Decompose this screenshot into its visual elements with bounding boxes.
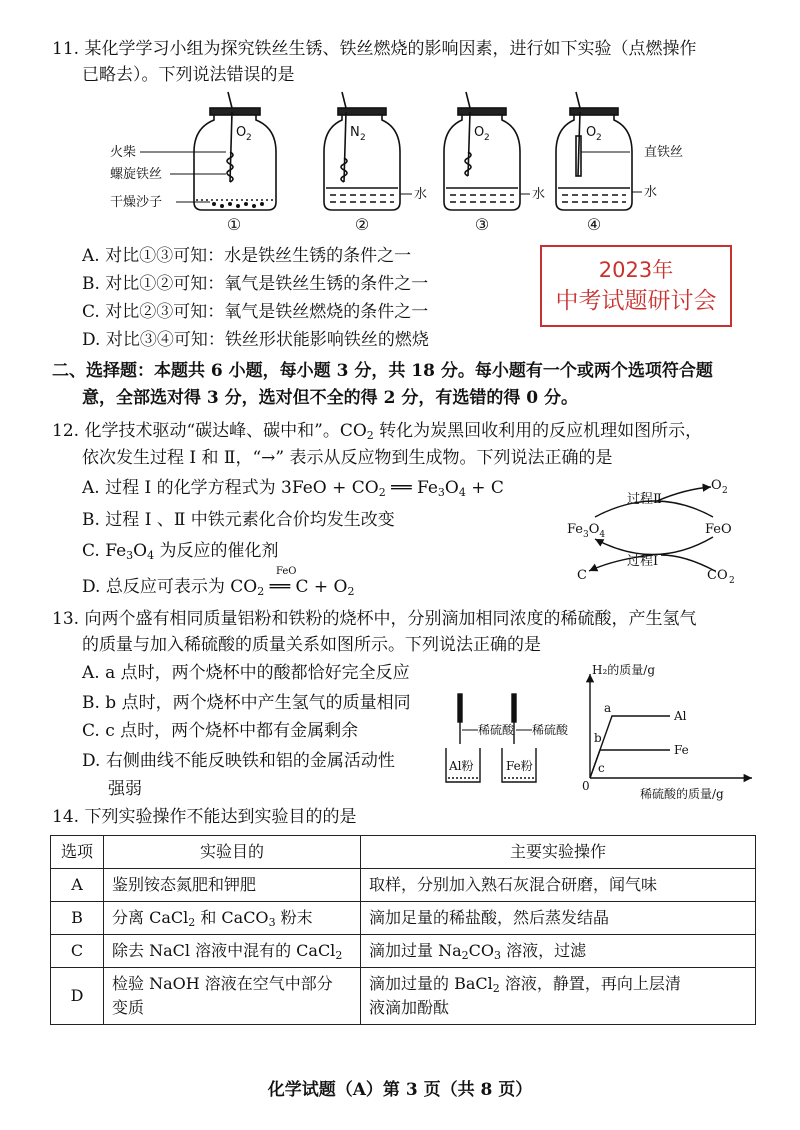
header-option: 选项 [51, 836, 104, 869]
q13-h2-chart [578, 660, 758, 800]
row-d-operation: 滴加过量的 BaCl$_2$ 溶液，静置，再向上层清 液滴加酚酞 [361, 968, 756, 1025]
point-c-label: c [598, 761, 605, 775]
label-water-2: 水 [414, 187, 428, 202]
q12-opt-c-1: C. Fe [82, 541, 127, 561]
q12-cycle-diagram [565, 475, 755, 587]
q13-option-b: B. b 点时，两个烧杯中产生氢气的质量相同 [82, 693, 411, 713]
gas-label-4: O [586, 125, 597, 140]
label-water-4: 水 [644, 185, 658, 200]
row-b-goal-1: 分离 CaCl [112, 908, 189, 927]
q13-option-c: C. c 点时，两个烧杯中都有金属剩余 [82, 721, 359, 741]
section2-line1: 二、选择题：本题共 6 小题，每小题 3 分，共 18 分。每小题有一个或两个选项符合题 [52, 361, 713, 381]
q12-opt-a-4: + C [465, 478, 504, 498]
point-a-label: a [604, 701, 612, 715]
label-straight-wire: 直铁丝 [644, 145, 684, 160]
row-a-option: A [51, 869, 104, 902]
q12-opt-d-1: D. 总反应可表示为 CO [82, 577, 258, 597]
row-b-goal-2: 和 CaCO [195, 908, 269, 927]
row-b-option: B [51, 902, 104, 935]
row-d-op-2: 溶液，静置，再向上层清 [499, 974, 681, 993]
q13-option-d: D. 右侧曲线不能反映铁和铝的金属活动性 [82, 751, 395, 771]
row-b-goal-3: 粉末 [275, 908, 313, 927]
q13-line2: 的质量与加入稀硫酸的质量关系如图所示。下列说法正确的是 [82, 635, 541, 655]
row-a-operation: 取样，分别加入熟石灰混合研磨，闻气味 [361, 869, 756, 902]
q12-option-c: C. $Fe_3O_4$ 为反应的催化剂 [82, 541, 279, 562]
q12-opt-a-2: ══ Fe [385, 478, 438, 498]
q12-line1: 12. 化学技术驱动“碳达峰、碳中和”。$CO_2$ 转化为炭黑回收利用的反应机理如图所示， [52, 421, 703, 442]
row-b-goal: 分离 CaCl$_2$ 和 CaCO$_3$ 粉末 [104, 902, 361, 935]
q11-line2: 已略去）。下列说法错误的是 [82, 65, 295, 85]
q13-option-d-cont: 强弱 [108, 779, 142, 799]
al-powder-label: Al粉 [449, 759, 474, 773]
chart-origin: 0 [582, 779, 590, 793]
row-c-option: C [51, 935, 104, 968]
q13-beakers-figure [440, 690, 570, 790]
row-b-operation: 滴加足量的稀盐酸，然后蒸发结晶 [361, 902, 756, 935]
jar-number-1: ① [226, 215, 242, 234]
q12-opt-d-2: ══ C + O [264, 577, 348, 597]
row-c-goal: 除去 NaCl 溶液中混有的 CaCl$_2$ [104, 935, 361, 968]
q12-opt-c-3: 为反应的催化剂 [154, 541, 279, 561]
header-operation: 主要实验操作 [361, 836, 756, 869]
process2-label: 过程Ⅱ [627, 492, 662, 507]
stamp-line2: 中考试题研讨会 [555, 288, 717, 314]
co2-label: CO [707, 568, 728, 583]
chart-ylabel: H₂的质量/g [592, 663, 656, 677]
watermark-stamp [540, 245, 732, 327]
label-match: 火柴 [110, 145, 137, 160]
svg-text:2: 2 [596, 133, 602, 143]
row-d-option: D [51, 968, 104, 1025]
table-row [51, 869, 756, 902]
table-row [51, 968, 756, 1025]
feo-label: FeO [705, 522, 732, 537]
gas-label-2: N [350, 125, 360, 140]
q11-jars-figure [110, 92, 684, 234]
jar-number-3: ③ [474, 215, 490, 234]
jar-number-2: ② [354, 215, 370, 234]
q14-title: 14. 下列实验操作不能达到实验目的的是 [52, 807, 357, 827]
row-c-op-3: 溶液，过滤 [501, 941, 587, 960]
al-curve-label: Al [674, 709, 687, 723]
process1-label: 过程Ⅰ [627, 554, 659, 569]
jar-number-4: ④ [586, 215, 602, 234]
svg-text:2: 2 [360, 133, 366, 143]
section2-line2: 意，全部选对得 3 分，选对但不全的得 2 分，有选错的得 0 分。 [82, 388, 578, 408]
q11-option-d: D. 对比③④可知：铁丝形状能影响铁丝的燃烧 [82, 330, 429, 350]
row-d-goal [104, 968, 361, 1025]
table-row [51, 935, 756, 968]
q12-opt-a-1: A. 过程 Ⅰ 的化学方程式为 3FeO + CO [82, 478, 379, 498]
label-spiral-wire: 螺旋铁丝 [110, 167, 163, 182]
svg-text:2: 2 [722, 486, 728, 496]
q12-option-d: D. 总反应可表示为 $CO_2$ ══ $C + O_2$ [82, 577, 355, 598]
label-dry-sand: 干燥沙子 [110, 195, 163, 210]
gas-label-3: O [474, 125, 485, 140]
q12-catalyst-label: FeO [276, 566, 297, 577]
svg-text:2: 2 [246, 133, 252, 143]
q11-option-a: A. 对比①③可知：水是铁丝生锈的条件之一 [82, 246, 412, 266]
header-goal: 实验目的 [104, 836, 361, 869]
q13-option-a: A. a 点时，两个烧杯中的酸都恰好完全反应 [82, 663, 410, 683]
q11-option-c: C. 对比②③可知：氧气是铁丝燃烧的条件之一 [82, 302, 429, 322]
fe-powder-label: Fe粉 [506, 759, 533, 773]
row-c-op-1: 滴加过量 Na [369, 941, 462, 960]
q12-option-a: A. 过程 Ⅰ 的化学方程式为 $3FeO + CO_2$ ══ $Fe_3O_4 + C$ [82, 478, 504, 499]
label-water-3: 水 [532, 187, 546, 202]
q14-table [50, 835, 756, 1025]
q11-line1: 11. 某化学学习小组为探究铁丝生锈、铁丝燃烧的影响因素，进行如下实验（点燃操作 [52, 39, 697, 59]
svg-text:2: 2 [729, 576, 735, 586]
table-row [51, 902, 756, 935]
fe3o4-label: $Fe_3O_4$ [567, 522, 606, 540]
stamp-line1: 2023年 [598, 258, 674, 282]
row-d-goal-1: 检验 NaOH 溶液在空气中部分 [112, 974, 333, 993]
row-d-op-3: 液滴加酚酞 [369, 998, 450, 1017]
o2-label: O [711, 478, 722, 493]
q11-option-b: B. 对比①②可知：氧气是铁丝生锈的条件之一 [82, 274, 429, 294]
row-a-goal: 鉴别铵态氮肥和钾肥 [104, 869, 361, 902]
q12-line1-a: 12. 化学技术驱动“碳达峰、碳中和”。CO [52, 421, 367, 441]
table-header-row [51, 836, 756, 869]
q12-line2: 依次发生过程 Ⅰ 和 Ⅱ，“→” 表示从反应物到生成物。下列说法正确的是 [82, 448, 613, 468]
q13-line1: 13. 向两个盛有相同质量铝粉和铁粉的烧杯中，分别滴加相同浓度的稀硫酸，产生氢气 [52, 609, 697, 629]
carbon-label: C [577, 568, 587, 583]
acid-label-1: 稀硫酸 [478, 723, 515, 737]
row-d-goal-2: 变质 [112, 998, 145, 1017]
gas-label-1: O [236, 125, 247, 140]
svg-text:2: 2 [484, 133, 490, 143]
q12-opt-c-2: O [133, 541, 148, 561]
row-c-goal-1: 除去 NaCl 溶液中混有的 CaCl [112, 941, 336, 960]
point-b-label: b [594, 731, 602, 745]
row-c-operation: 滴加过量 $Na_2CO_3$ 溶液，过滤 [361, 935, 756, 968]
q12-option-b: B. 过程 Ⅰ 、Ⅱ 中铁元素化合价均发生改变 [82, 510, 395, 530]
fe-curve-label: Fe [674, 743, 689, 757]
row-c-op-2: CO [468, 941, 494, 960]
q12-opt-a-3: O [444, 478, 459, 498]
acid-label-2: 稀硫酸 [532, 723, 569, 737]
page-footer: 化学试题（A）第 3 页（共 8 页） [267, 1080, 533, 1100]
row-d-op-1: 滴加过量的 BaCl [369, 974, 493, 993]
q12-line1-b: 转化为炭黑回收利用的反应机理如图所示， [373, 421, 703, 441]
chart-xlabel: 稀硫酸的质量/g [640, 787, 724, 801]
